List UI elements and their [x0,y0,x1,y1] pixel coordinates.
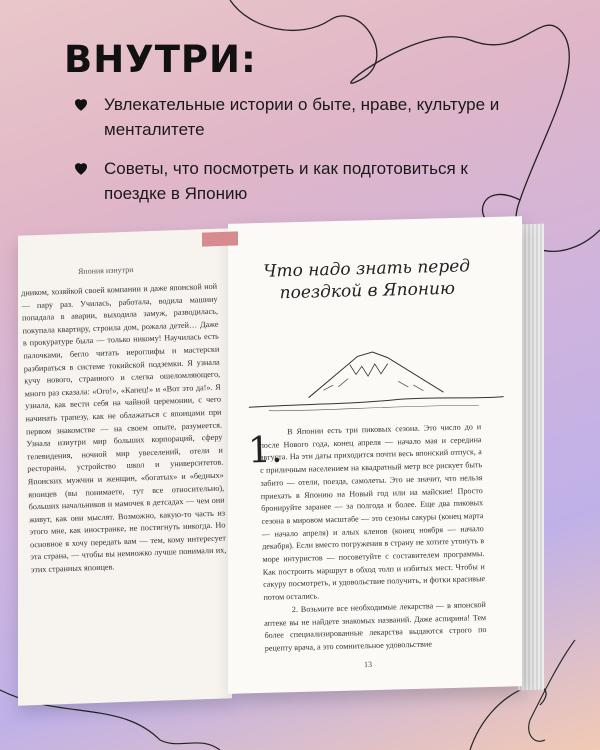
paragraph-2: 2. Возьмите все необходимые лекарства — в японской аптеке вы не найдете знакомых названий. Даже аспирина! Тем более специализированные лекарства выдаются строго по рецепту врача, а это сомнительное удовольствие [264,599,487,653]
running-head: Япония изнутри [77,265,134,276]
paragraph-1: В Японии есть три пиковых сезона. Это число до и после Нового года, конец апреля — начало мая и середина августа. На эти даты приходится почти весь японский отпуск, а с приличным населением на квадратный метр все рискует быть забито — отели, поезда, самолеты. Это не значит, что нельзя приехать в Японию на Новый год или на майские! Просто бронируйте заранее — за полгода и более. Еще два пиковых сезона в мировом масштабе — это сезоны сакуры (конец марта — начало апреля) и алых кленов (конец ноября — начало декабря). Если вместо погружения в страну не хотите утонуть в море интуристов — посоветуйте с составителем программы. Как построить маршрут в обход толп и избитых мест. Чтобы и сакуру посмотреть, и удовольствие получить, и фотки красивые потом остались. [259,422,486,603]
page-number: 13 [363,659,373,670]
left-page-text: дником, хозяйкой своей компании и даже японской ной — пару раз. Училась, работала, водила машину попадала в аварии, выходила замуж, разводилась, покупала квартиру, строила дом, рожала детей… Даже в прокуратуре была — только никому! Научилась есть палочками, бегло читать иероглифы и мастерски разбираться в системе токийской подземки. Я узнала кучу нового, странного и слегка ошеломляющего, много раз сказала: «Ого!», «Капец!» и «Вот это да!». Я узнала, как вести себя на чайной церемонии, с чего начинать трапезу, как не облажаться с японцами при первом знакомстве — на своем опыте, разумеется. Узнала изнутри мир больших корпораций, сферу телевидения, ночной мир увеселений, отели и рестораны, устройство школ и университетов. Японских мужчин и женщин, «богатых» и «бедных» японцев (вы понимаете, тут все относительно), больших начальников и мамочек в детсадах — чем они живут, как они мыслят. Возможно, какую-то часть из этого мне, как иностранке, не постигнуть никогда. Но основное я хочу передать вам — тем, кому интересует эта страна, — чтобы вы немножко лучше понимали их, этих странных японцев. [21,281,227,575]
feature-text: Советы, что посмотреть и как подготовиться к поездке в Японию [104,159,468,203]
page-heading: ВНУТРИ: [64,38,257,81]
mount-fuji-illustration [237,330,509,417]
list-number: 1. [247,429,283,472]
feature-text: Увлекательные истории о быте, нраве, культуре и менталитете [104,95,500,139]
chapter-title: Что надо знать перед поездкой в Японию [263,256,471,304]
bookmark-ribbon [202,231,238,246]
right-page-text [259,421,487,655]
